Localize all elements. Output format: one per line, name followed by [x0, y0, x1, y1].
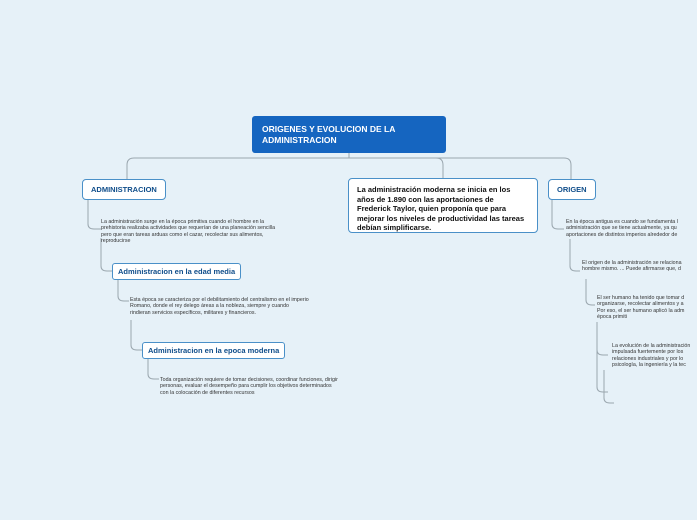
- note-line: El ser humano ha tenido que tomar d: [597, 295, 685, 301]
- note-line: hombre mismo. ... Puede afirmarse que, d: [582, 266, 681, 273]
- subtopic-edad-media[interactable]: Administracion en la edad media: [112, 263, 241, 280]
- note-line: psicología, la ingeniería y la tec: [612, 362, 686, 369]
- note-line: administración que se tiene actualmente, ya qu: [566, 225, 677, 232]
- note-line: impulsada fuertemente por los: [612, 349, 684, 356]
- topic-administracion[interactable]: ADMINISTRACION: [82, 179, 166, 200]
- note-edad-media: Esta época se caracteriza por el debilitamiento del centralismo en el imperio Romano, donde el rey delego áreas a la nobleza, siempre y cuando rindieran servicios específicos, militares y financieros.: [130, 297, 309, 316]
- note-line: El origen de la administración se relaciona: [582, 260, 682, 266]
- note-line: época primiti: [597, 314, 628, 321]
- note-origen-hombre: [582, 260, 697, 273]
- note-epoca-antigua: [566, 219, 697, 238]
- note-line: La evolución de la administración: [612, 343, 691, 349]
- note-line: relaciones industriales y por lo: [612, 355, 684, 362]
- subtopic-epoca-moderna[interactable]: Administracion en la epoca moderna: [142, 342, 285, 359]
- note-evolucion: [612, 343, 697, 369]
- note-ser-humano: [597, 295, 697, 321]
- topic-administracion-moderna[interactable]: La administración moderna se inicia en los años de 1.890 con las aportaciones de Frederick Taylor, quien proponía que para mejorar los niveles de productividad las tareas debían simplificarse.: [348, 178, 538, 233]
- note-line: organizarse, recolectar alimentos y a: [597, 301, 684, 308]
- note-epoca-primitiva: La administración surge en la época primitiva cuando el hombre en la prehistoria realizaba actividades que requerían de una planeación sencilla pero que eran tareas arduas como el cazar, recolectar sus alimentos, reproducirse: [101, 219, 276, 245]
- note-line: Por eso, el ser humano aplicó la adm: [597, 307, 685, 314]
- root-topic[interactable]: ORIGENES Y EVOLUCION DE LA ADMINISTRACION: [252, 116, 446, 153]
- note-epoca-moderna: Toda organización requiere de tomar decisiones, coordinar funciones, dirigir personas, evaluar el desempeño para cumplir los objetivos determinados con la colocación de diferentes recursos: [160, 377, 338, 396]
- note-line: aportaciones de distintos imperios alrededor de: [566, 231, 678, 238]
- topic-origen[interactable]: ORIGEN: [548, 179, 596, 200]
- note-line: En la época antigua es cuando se fundamenta l: [566, 219, 678, 225]
